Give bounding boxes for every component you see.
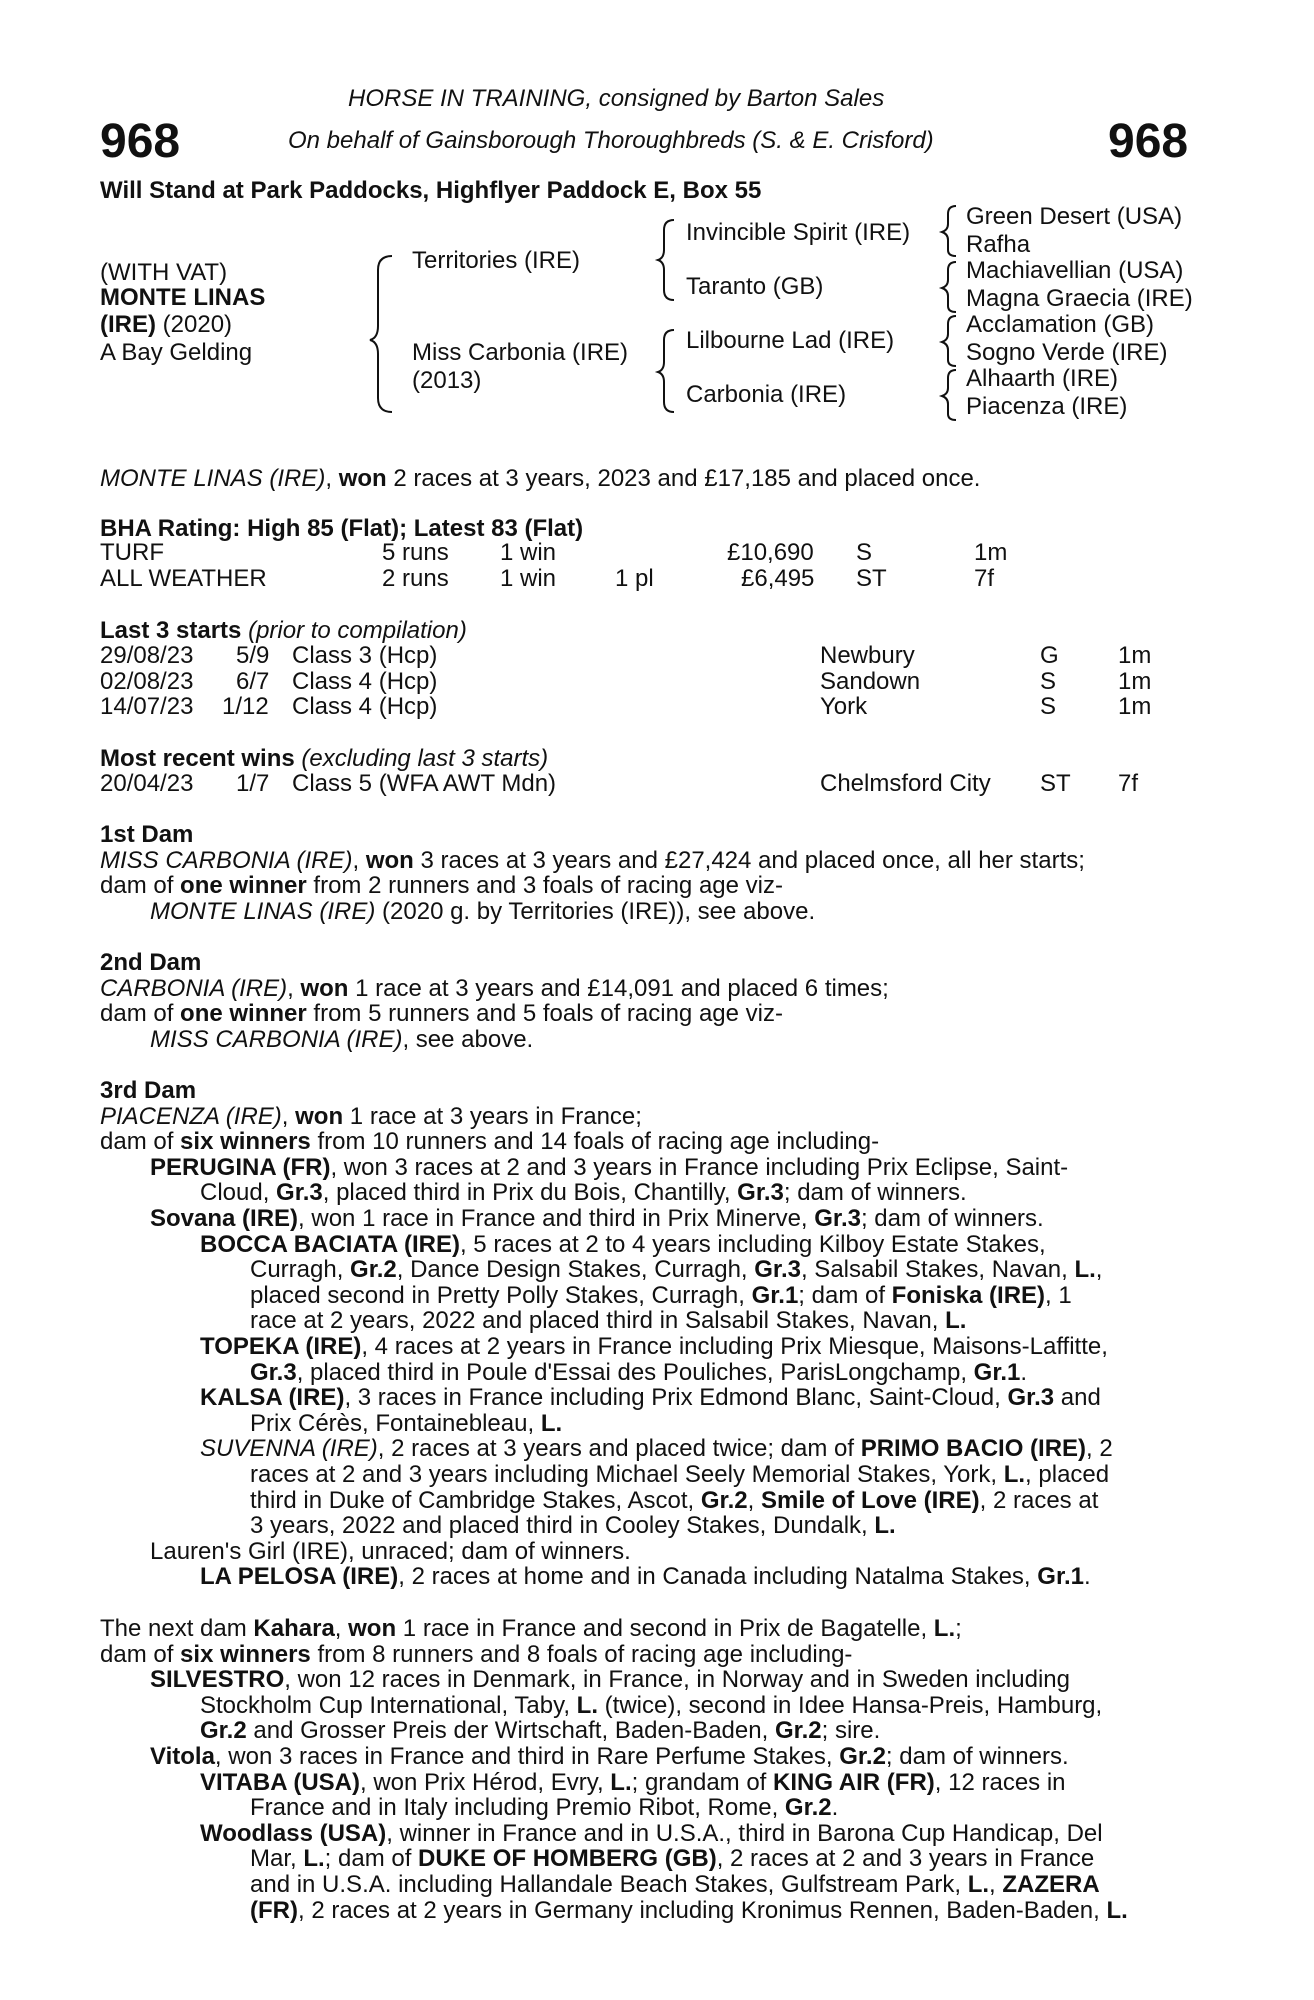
- lot-number-left: 968: [100, 115, 181, 168]
- pedigree-sss: Green Desert (USA): [966, 203, 1183, 230]
- bha-rating: BHA Rating: High 85 (Flat); Latest 83 (Flat): [100, 515, 584, 542]
- last3-row: 02/08/23 6/7 Class 4 (Hcp) Sandown S 1m: [100, 667, 1152, 695]
- second-dam-section: 2nd Dam CARBONIA (IRE), won 1 race at 3 years and £14,091 and placed 6 times; dam of one winner from 5 runners and 5 foals of racing age viz- MISS CARBONIA (IRE), see above.: [100, 950, 1206, 1052]
- next-dam-section: The next dam Kahara, won 1 race in France and second in Prix de Bagatelle, L.; dam of six winners from 8 runners and 8 foals of racing age including- SILVESTRO, won 12 races in Denmark, in France, in Norway and in Sweden including Stockholm Cup International, Taby, L. (twice), second in Idee Hansa-Preis, Hamburg, Gr.2 and Grosser Preis der Wirtschaft, Baden-Baden, Gr.2; sire. Vitola, won 3 races in France and third in Rare Perfume Stakes, Gr.2; dam of winners. VITABA (USA), won Prix Hérod, Evry, L.; grandam of KING AIR (FR), 12 races in France and in Italy including Premio Ribot, Rome, Gr.2. Woodlass (USA), winner in France and in U.S.A., third in Barona Cup Handicap, Del Mar, L.; dam of DUKE OF HOMBERG (GB), 2 races at 2 and 3 years in France and in U.S.A. including Hallandale Beach Stakes, Gulfstream Park, L., ZAZERA (FR), 2 races at 2 years in Germany including Kronimus Rennen, Baden-Baden, L.: [100, 1615, 1128, 1924]
- last3-heading: Last 3 starts (prior to compilation): [100, 617, 467, 644]
- stand-location: Will Stand at Park Paddocks, Highflyer Paddock E, Box 55: [100, 177, 762, 204]
- last3-table: [100, 643, 1206, 720]
- third-dam-heading: 3rd Dam: [100, 1077, 197, 1104]
- second-dam-heading: 2nd Dam: [100, 949, 202, 976]
- third-dam-section: 3rd Dam PIACENZA (IRE), won 1 race at 3 years in France; dam of six winners from 10 runners and 14 foals of racing age including- PERUGINA (FR), won 3 races at 2 and 3 years in France including Prix Eclipse, Saint- Cloud, Gr.3, placed third in Prix du Bois, Chantilly, Gr.3; dam of winners. Sovana (IRE), won 1 race in France and third in Prix Minerve, Gr.3; dam of winners. BOCCA BACIATA (IRE), 5 races at 2 to 4 years including Kilboy Estate Stakes, Curragh, Gr.2, Dance Design Stakes, Curragh, Gr.3, Salsabil Stakes, Navan, L., placed second in Pretty Polly Stakes, Curragh, Gr.1; dam of Foniska (IRE), 1 race at 2 years, 2022 and placed third in Salsabil Stakes, Navan, L. TOPEKA (IRE), 4 races at 2 years in France including Prix Miesque, Maisons-Laffitte, Gr.3, placed third in Poule d'Essai des Pouliches, ParisLongchamp, Gr.1. KALSA (IRE), 3 races in France including Prix Edmond Blanc, Saint-Cloud, Gr.3 and Prix Cérès, Fontainebleau, L. SUVENNA (IRE), 2 races at 3 years and placed twice; dam of PRIMO BACIO (IRE), 2 races at 2 and 3 years including Michael Seely Memorial Stakes, York, L., placed third in Duke of Cambridge Stakes, Ascot, Gr.2, Smile of Love (IRE), 2 races at 3 years, 2022 and placed third in Cooley Stakes, Dundalk, L. Lauren's Girl (IRE), unraced; dam of winners. LA PELOSA (IRE), 2 races at home and in Canada including Natalma Stakes, Gr.1.: [100, 1078, 1206, 1590]
- rating-row-turf: TURF 5 runs 1 win £10,690 S 1m: [100, 539, 1008, 566]
- first-dam-section: 1st Dam MISS CARBONIA (IRE), won 3 races at 3 years and £27,424 and placed once, all her starts; dam of one winner from 2 runners and 3 foals of racing age viz- MONTE LINAS (IRE) (2020 g. by Territories (IRE)), see above.: [100, 822, 1206, 924]
- horse-name: MONTE LINAS: [100, 284, 266, 311]
- first-dam-heading: 1st Dam: [100, 821, 194, 848]
- pedigree-dsd: Sogno Verde (IRE): [966, 339, 1168, 366]
- rating-table: [100, 540, 1206, 591]
- pedigree-dds: Alhaarth (IRE): [966, 365, 1119, 392]
- horse-description: A Bay Gelding: [100, 339, 253, 366]
- last3-row: 29/08/23 5/9 Class 3 (Hcp) Newbury G 1m: [100, 642, 1152, 669]
- pedigree-ssd: Rafha: [966, 231, 1031, 258]
- recent-wins-heading: Most recent wins (excluding last 3 starts): [100, 745, 549, 772]
- pedigree-dam: Miss Carbonia (IRE): [412, 339, 629, 366]
- pedigree-dam-dam: Carbonia (IRE): [686, 381, 847, 408]
- pedigree-sire-sire: Invincible Spirit (IRE): [686, 219, 911, 246]
- race-summary: MONTE LINAS (IRE), won 2 races at 3 years, 2023 and £17,185 and placed once.: [100, 465, 981, 492]
- pedigree-sds: Machiavellian (USA): [966, 257, 1184, 284]
- on-behalf-line: On behalf of Gainsborough Thoroughbreds (S. & E. Crisford): [288, 127, 934, 154]
- rating-row-aw: ALL WEATHER 2 runs 1 win 1 pl £6,495 ST 7f: [100, 564, 995, 592]
- horse-country-year: (IRE) (2020): [100, 311, 233, 338]
- recent-wins-table: [100, 771, 1206, 797]
- pedigree-ddd: Piacenza (IRE): [966, 393, 1128, 420]
- lot-number-right: 968: [1108, 115, 1189, 168]
- vat-status: (WITH VAT): [100, 259, 228, 286]
- pedigree-sire-dam: Taranto (GB): [686, 273, 824, 300]
- pedigree-dam-sire: Lilbourne Lad (IRE): [686, 327, 895, 354]
- consignor-line: HORSE IN TRAINING, consigned by Barton Sales: [348, 85, 885, 112]
- pedigree-dam-year: (2013): [412, 367, 482, 394]
- pedigree-dss: Acclamation (GB): [966, 311, 1155, 338]
- last3-row: 14/07/23 1/12 Class 4 (Hcp) York S 1m: [100, 693, 1152, 721]
- pedigree-sdd: Magna Graecia (IRE): [966, 285, 1193, 312]
- pedigree-sire: Territories (IRE): [412, 247, 581, 274]
- recent-win-row: 20/04/23 1/7 Class 5 (WFA AWT Mdn) Chelmsford City ST 7f: [100, 770, 1139, 797]
